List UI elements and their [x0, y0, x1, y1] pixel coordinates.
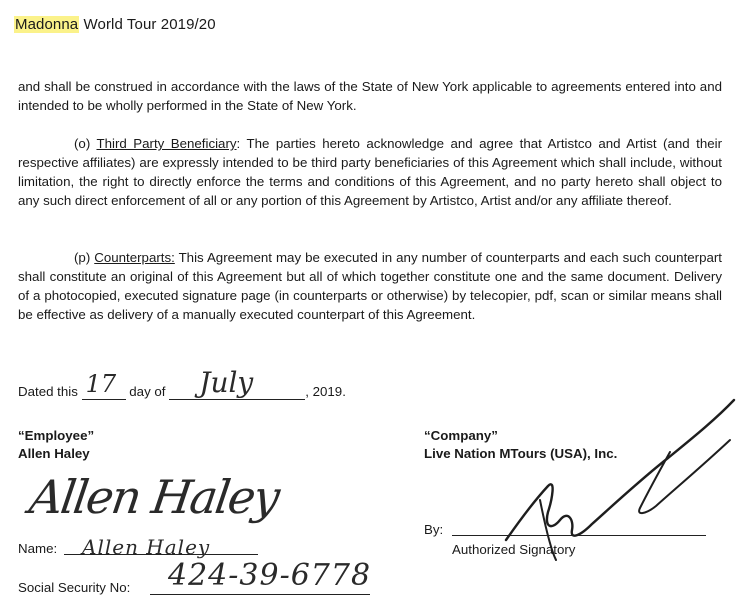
handwritten-month: July [199, 366, 254, 399]
ssn-label: Social Security No: [18, 580, 131, 595]
clause-body: : The parties hereto acknowledge and agree that Artistco and Artist (and their respective affiliates) are expressly intended to be third party beneficiaries of this Agreement which shall include, without limitation, the right to directly enforce the terms and conditions of this Agreement, and no party hereto shall object to any such direct enforcement of all or any portion of this Agreement by Artistco, Artist and/or any affiliate thereof. [18, 136, 722, 208]
paragraph-text: and shall be construed in accordance with the laws of the State of New York applicable to agreements entered into and intended to be wholly performed in the State of New York. [18, 79, 722, 113]
handwritten-day: 17 [85, 370, 117, 398]
by-underline [452, 535, 706, 536]
company-role-label: “Company” [424, 428, 498, 443]
clause-heading: Third Party Beneficiary [96, 136, 237, 151]
paragraph-governing-law [18, 77, 722, 115]
clause-heading: Counterparts: [94, 250, 175, 265]
ssn-underline [150, 594, 370, 595]
employee-printed-name: Allen Haley [18, 446, 90, 461]
by-field [424, 522, 443, 537]
dated-middle: day of [129, 384, 166, 399]
dated-prefix: Dated this [18, 384, 78, 399]
clause-letter: (p) [74, 250, 95, 265]
employee-signature: Allen Haley [26, 470, 282, 524]
by-label: By: [424, 522, 444, 537]
employee-role-label: “Employee” [18, 428, 95, 443]
dated-line [18, 366, 346, 400]
month-blank [169, 366, 305, 400]
clause-letter: (o) [74, 136, 97, 151]
authorized-signatory-label: Authorized Signatory [452, 542, 576, 557]
highlighted-artist-name: Madonna [15, 16, 79, 33]
handwritten-name: Allen Haley [82, 535, 211, 559]
document-header [14, 16, 216, 33]
paragraph-counterparts [18, 248, 722, 324]
company-name: Live Nation MTours (USA), Inc. [424, 446, 618, 461]
ssn-field [18, 580, 130, 595]
paragraph-third-party-beneficiary [18, 134, 722, 210]
handwritten-ssn: 424-39-6778 [168, 558, 372, 593]
name-field [18, 541, 57, 556]
clause-body: This Agreement may be executed in any number of counterparts and each such counterpart shall constitute an original of this Agreement but all of which together constitute one and the same document. Delivery of a photocopied, executed signature page (in counterparts or otherwise) by telecopier, pdf, scan or similar means shall be effective as delivery of a manually executed counterpart of this Agreement. [18, 250, 722, 322]
name-label: Name: [18, 541, 58, 556]
header-tour-title: World Tour 2019/20 [79, 16, 216, 33]
day-blank [82, 370, 126, 400]
dated-year: , 2019. [305, 384, 346, 399]
